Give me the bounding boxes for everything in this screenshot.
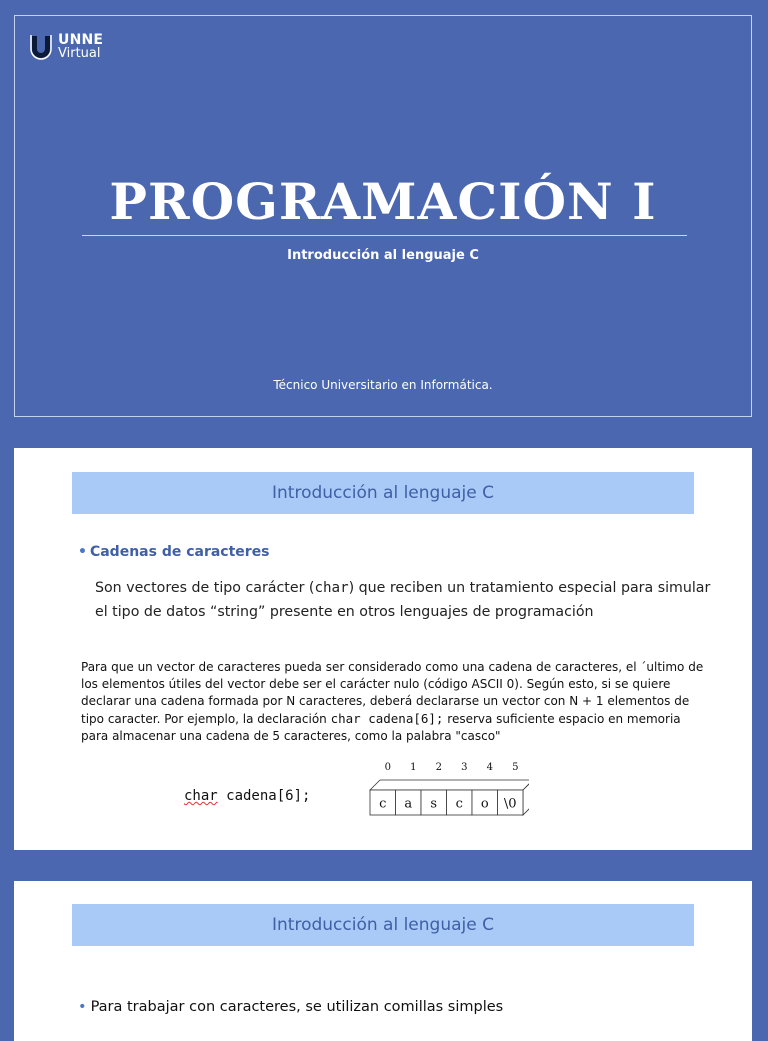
strings-slide	[14, 448, 752, 850]
bullet-heading	[78, 544, 270, 560]
bullet-item	[78, 999, 503, 1015]
array-index-label: 5	[512, 762, 519, 773]
logo-virtual-text: Virtual	[58, 46, 101, 61]
bullet-dot-icon: •	[78, 999, 87, 1015]
unne-virtual-logo	[29, 33, 119, 69]
title-slide	[14, 15, 752, 417]
array-index-label: 1	[410, 762, 417, 773]
array-index-label: 0	[384, 762, 391, 773]
code-keyword: char	[184, 788, 218, 804]
explanation-code: char cadena[6];	[330, 711, 444, 726]
course-title: PROGRAMACIÓN I	[109, 172, 657, 231]
explanation-text-a: Para que un vector de caracteres pueda ser considerado como una cadena de caracteres, el ´ultimo de los elementos útiles del vector debe ser el carácter nulo (código ASCII 0). Según esto, si se quiere declarar una cadena formada por N caracteres, deberá declararse un vector con N + 1 elementos de tipo caracter. Por ejemplo, la declaración	[81, 660, 704, 726]
title-divider	[82, 235, 687, 236]
slide-heading-band: Introducción al lenguaje C	[72, 472, 694, 514]
course-subtitle: Introducción al lenguaje C	[287, 248, 479, 263]
array-cell-value: c	[455, 796, 463, 812]
null-terminator-explanation	[81, 659, 711, 745]
array-index-label: 4	[486, 762, 493, 773]
char-array-diagram	[354, 758, 529, 820]
strings-description	[95, 576, 715, 624]
array-cell-value: o	[480, 796, 489, 812]
array-cell-value: \0	[503, 796, 517, 812]
code-declaration	[184, 788, 310, 804]
code-identifier: cadena[6];	[217, 788, 311, 804]
unne-logo-icon	[29, 33, 53, 63]
description-code: char	[314, 580, 349, 596]
array-index-label: 2	[435, 762, 442, 773]
characters-slide	[14, 881, 752, 1041]
program-name: Técnico Universitario en Informática.	[273, 378, 493, 392]
explanation-text-b: reserva suficiente espacio en memoria para almacenar una cadena de 5 caracteres, como la palabra "casco"	[81, 712, 681, 743]
bullet-item-text: Para trabajar con caracteres, se utilizan comillas simples	[90, 999, 504, 1015]
bullet-dot-icon: •	[78, 544, 87, 560]
description-text-a: Son vectores de tipo carácter (	[95, 580, 315, 596]
array-top-face	[370, 780, 529, 790]
slide-heading-band-2: Introducción al lenguaje C	[72, 904, 694, 946]
logo-unne-text: UNNE	[58, 32, 104, 48]
array-cell-value: s	[430, 796, 438, 812]
description-text-b: ) que reciben un tratamiento especial para simular el tipo de datos “string” presente en otros lenguajes de programación	[95, 580, 711, 620]
bullet-heading-text: Cadenas de caracteres	[89, 544, 270, 560]
array-cell-value: a	[404, 796, 413, 812]
array-cell-value: c	[379, 796, 387, 812]
array-index-label: 3	[461, 762, 468, 773]
